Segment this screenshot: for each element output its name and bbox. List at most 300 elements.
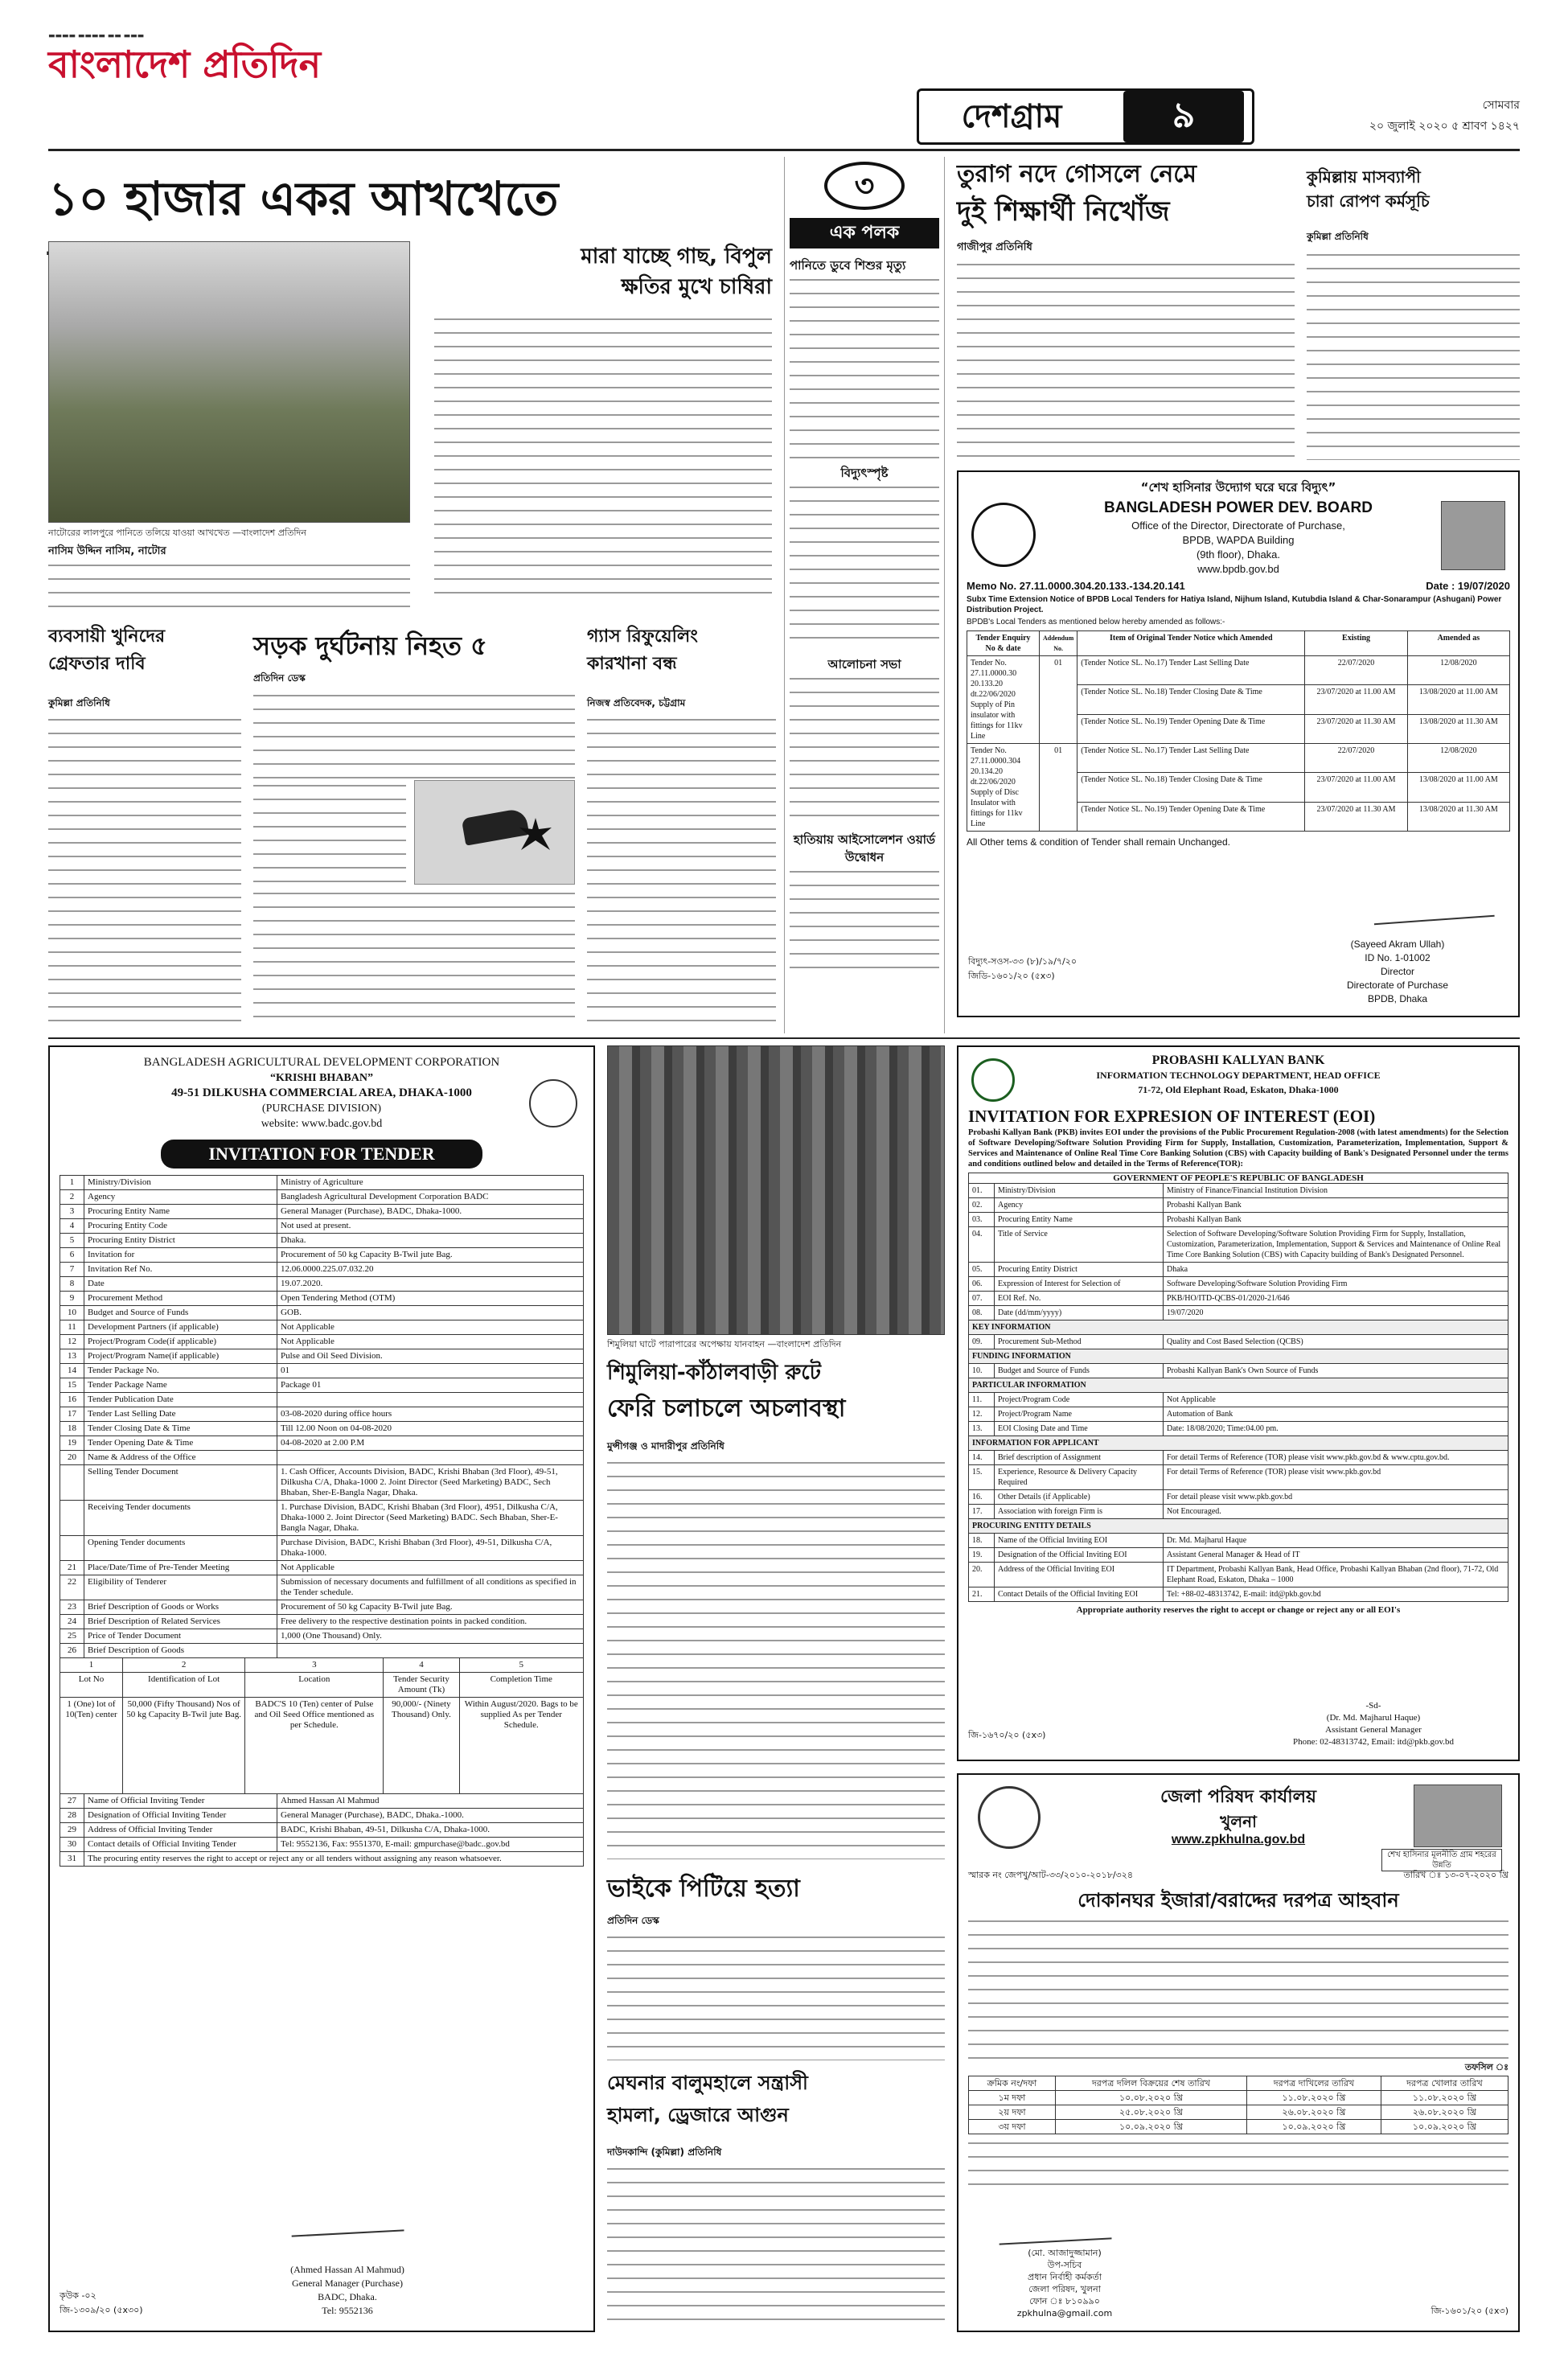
badc-row xyxy=(60,1644,584,1658)
road-body-1 xyxy=(253,690,575,778)
power-board-signer-id: ID No. 1-01002 xyxy=(1365,952,1430,963)
zilla-portrait xyxy=(1414,1785,1502,1847)
murder-headline: ভাইকে পিটিয়ে হত্যা xyxy=(607,1875,800,1903)
pkb-row-num: 15. xyxy=(969,1465,995,1490)
pkb-row-value: Probashi Kallyan Bank xyxy=(1164,1213,1508,1227)
pkb-row xyxy=(969,1451,1508,1465)
pkb-dept: INFORMATION TECHNOLOGY DEPARTMENT, HEAD OFFICE xyxy=(1096,1070,1381,1081)
road-headline: সড়ক দুর্ঘটনায় নিহত ৫ xyxy=(253,630,487,661)
zilla-r0-c0: ১ম দফা xyxy=(969,2091,1056,2105)
pb-r4-c0: (Tender Notice SL. No.18) Tender Closing Date & Time xyxy=(1077,773,1305,802)
badc-row-label: Brief Description of Goods xyxy=(84,1644,277,1658)
zilla-slogan: শেখ হাসিনার মূলনীতি গ্রাম শহরের উন্নতি xyxy=(1381,1849,1502,1871)
power-board-signer-title-2: Directorate of Purchase xyxy=(1346,980,1449,991)
badc-lot-table xyxy=(60,1657,584,1794)
power-board-ad xyxy=(957,470,1520,1017)
pkb-row-num: 12. xyxy=(969,1407,995,1422)
badc-row-label: Price of Tender Document xyxy=(84,1629,277,1644)
pkb-row-num: 09. xyxy=(969,1335,995,1349)
power-board-portrait xyxy=(1441,501,1505,570)
pb-th-2: Item of Original Tender Notice which Amended xyxy=(1077,631,1305,656)
lead-subhead-2: ক্ষতির মুখে চাষিরা xyxy=(621,275,772,299)
pkb-section-heading: PARTICULAR INFORMATION xyxy=(969,1378,1508,1393)
badc-row xyxy=(60,1600,584,1615)
pkb-row-label: Title of Service xyxy=(995,1227,1164,1263)
pb-tender-1: Tender No. 27.11.0000.30 20.133.20 dt.22/06/2020 Supply of Pin insulator with fittings for 11kv Line xyxy=(967,656,1040,744)
badc-row xyxy=(60,1794,584,1809)
power-board-slogan: “শেখ হাসিনার উদ্যোগ ঘরে ঘরে বিদ্যুৎ” xyxy=(1140,480,1336,495)
badc-row xyxy=(60,1349,584,1364)
pkb-row-label: Project/Program Name xyxy=(995,1407,1164,1422)
pkb-row xyxy=(969,1335,1508,1349)
badc-signer-name: (Ahmed Hassan Al Mahmud) xyxy=(290,2264,404,2275)
pkb-row-label: EOI Closing Date and Time xyxy=(995,1422,1164,1436)
ferry-byline: মুন্সীগঞ্জ ও মাদারীপুর প্রতিনিধি xyxy=(607,1440,724,1452)
issue-date xyxy=(1279,95,1520,143)
pb-addendum-1: 01 xyxy=(1040,656,1077,744)
pkb-row xyxy=(969,1227,1508,1263)
pkb-section-heading: INFORMATION FOR APPLICANT xyxy=(969,1436,1508,1451)
road-byline: প্রতিদিন ডেস্ক xyxy=(253,672,306,684)
pkb-row xyxy=(969,1519,1508,1534)
pkb-row xyxy=(969,1505,1508,1519)
pkb-row xyxy=(969,1184,1508,1198)
badc-row-num: 4 xyxy=(60,1219,84,1234)
badc-row-num: 6 xyxy=(60,1248,84,1263)
ek-palak-item-1-body xyxy=(790,274,939,459)
badc-lot-num-4: 4 xyxy=(384,1658,459,1673)
badc-row-label: Brief Description of Related Services xyxy=(84,1615,277,1629)
pkb-sd: -Sd- xyxy=(1365,1701,1381,1711)
badc-row xyxy=(60,1501,584,1536)
lead-photo xyxy=(48,241,410,523)
pkb-row xyxy=(969,1349,1508,1364)
badc-row xyxy=(60,1536,584,1561)
badc-lot-cell-5: Within August/2020. Bags to be supplied As per Tender Schedule. xyxy=(459,1698,583,1794)
badc-row-label: Date xyxy=(84,1277,277,1292)
pkb-row-label: Procuring Entity District xyxy=(995,1263,1164,1277)
pkb-intro: Probashi Kallyan Bank (PKB) invites EOI under the provisions of the Public Procurement Regulation-2008 (with latest amendments) for the Selection of Software Developing/Software Solution Providing Firm for Supply, Installation, Customization, Parameterization, Implementation, Support & Services and Maintenance of Online Real Time Core Banking Solution (CBS) with Capacity building of Bank's Designated Personnel under the terms and conditions outlined below and detailed in the Terms of Reference(TOR): xyxy=(968,1128,1508,1169)
ferry-headline-2: ফেরি চলাচলে অচলাবস্থা xyxy=(607,1394,846,1423)
lead-headline: ১০ হাজার একর আখখেতে xyxy=(48,171,559,226)
pkb-row xyxy=(969,1490,1508,1505)
badc-row-num: 27 xyxy=(60,1794,84,1809)
pkb-row xyxy=(969,1198,1508,1213)
pkb-row-label: Experience, Resource & Delivery Capacity Required xyxy=(995,1465,1164,1490)
pkb-row xyxy=(969,1465,1508,1490)
ek-palak-number: ৩ xyxy=(854,168,875,203)
badc-lot-cell-3: BADC'S 10 (Ten) center of Pulse and Oil Seed Office mentioned as per Schedule. xyxy=(245,1698,384,1794)
road-illustration xyxy=(414,780,575,885)
pkb-row-label: Designation of the Official Inviting EOI xyxy=(995,1548,1164,1563)
badc-lot-th-5: Completion Time xyxy=(459,1673,583,1698)
badc-row-num: 18 xyxy=(60,1422,84,1436)
badc-row-label: Designation of Official Inviting Tender xyxy=(84,1809,277,1823)
trader-headline xyxy=(48,623,241,696)
pkb-row-label: Procurement Sub-Method xyxy=(995,1335,1164,1349)
zilla-ref: জি-১৬০১/২০ (৫x৩) xyxy=(1430,2306,1508,2316)
badc-row-num: 29 xyxy=(60,1823,84,1838)
badc-signer-org: BADC, Dhaka. xyxy=(318,2291,377,2302)
badc-row xyxy=(60,1335,584,1349)
badc-table-b xyxy=(60,1793,584,1867)
zilla-table xyxy=(968,2076,1508,2134)
pkb-row-num: 13. xyxy=(969,1422,995,1436)
zilla-signer-title-3: জেলা পরিষদ, খুলনা xyxy=(1028,2284,1101,2294)
badc-row xyxy=(60,1176,584,1190)
pkb-ref: জি-১৬৭০/২০ (৫x৩) xyxy=(968,1730,1046,1740)
badc-row-label: Agency xyxy=(84,1190,277,1205)
badc-lot-th-1: Lot No xyxy=(60,1673,123,1698)
badc-row xyxy=(60,1320,584,1335)
zilla-headline: দোকানঘর ইজারা/বরাদ্দের দরপত্র আহবান xyxy=(1077,1889,1399,1912)
badc-row xyxy=(60,1219,584,1234)
murder-byline: প্রতিদিন ডেস্ক xyxy=(607,1915,659,1926)
badc-row xyxy=(60,1436,584,1451)
zilla-memo-date: তারিখ ঃ ১৩-০৭-২০২০ খ্রি xyxy=(1403,1870,1508,1880)
badc-row xyxy=(60,1809,584,1823)
pkb-row-num: 05. xyxy=(969,1263,995,1277)
ek-palak-item-3-body xyxy=(790,673,939,826)
meghna-headline xyxy=(607,2067,945,2144)
pb-r4-c1: 23/07/2020 at 11.00 AM xyxy=(1305,773,1407,802)
pb-r0-c2: 12/08/2020 xyxy=(1407,656,1509,685)
pkb-row-label: Contact Details of the Official Inviting EOI xyxy=(995,1587,1164,1602)
ferry-headline-1: শিমুলিয়া-কাঁঠালবাড়ী রুটে xyxy=(607,1361,821,1385)
gas-headline-2: কারখানা বন্ধ xyxy=(587,654,677,674)
badc-row-value: Open Tendering Method (OTM) xyxy=(277,1292,584,1306)
badc-row xyxy=(60,1190,584,1205)
badc-row xyxy=(60,1615,584,1629)
pkb-table xyxy=(968,1183,1508,1602)
pkb-row-num: 14. xyxy=(969,1451,995,1465)
pkb-row-label: Expression of Interest for Selection of xyxy=(995,1277,1164,1292)
badc-row-label: Tender Opening Date & Time xyxy=(84,1436,277,1451)
power-board-ref-2: জিডি-১৬০১/২০ (৫x৩) xyxy=(968,971,1055,981)
badc-row-value: Free delivery to the respective destination points in packed condition. xyxy=(277,1615,584,1629)
pkb-row-value: Not Applicable xyxy=(1164,1393,1508,1407)
ek-palak-label: এক পলক xyxy=(790,218,939,248)
zilla-r1-c1: ২৫.০৮.২০২০ খ্রি xyxy=(1055,2105,1246,2120)
pb-th-0: Tender Enquiry No & date xyxy=(967,631,1040,656)
badc-row-num: 1 xyxy=(60,1176,84,1190)
badc-row-value: Not used at present. xyxy=(277,1219,584,1234)
zilla-district: খুলনা xyxy=(1220,1812,1257,1831)
badc-row-num xyxy=(60,1465,84,1501)
pkb-row-value: Date: 18/08/2020; Time:04.00 pm. xyxy=(1164,1422,1508,1436)
zilla-r2-c3: ১০.০৯.২০২০ খ্রি xyxy=(1381,2120,1508,2134)
power-board-logo xyxy=(971,503,1036,567)
badc-row-value: Procurement of 50 kg Capacity B-Twil jute Bag. xyxy=(277,1248,584,1263)
ek-palak-item-1: পানিতে ডুবে শিশুর মৃত্যু xyxy=(790,258,906,273)
lead-body-right xyxy=(434,314,772,603)
pkb-ad xyxy=(957,1045,1520,1761)
badc-row-value: BADC, Krishi Bhaban, 49-51, Dilkusha C/A, Dhaka-1000. xyxy=(277,1823,584,1838)
power-board-memo-date: Date : 19/07/2020 xyxy=(1426,580,1510,592)
trader-headline-1: ব্যবসায়ী খুনিদের xyxy=(48,626,166,647)
badc-row-label: Project/Program Name(if applicable) xyxy=(84,1349,277,1364)
power-board-memo: Memo No. 27.11.0000.304.20.133.-134.20.141 xyxy=(967,580,1185,592)
zilla-body xyxy=(968,1916,1508,2060)
pkb-row-label: Address of the Official Inviting EOI xyxy=(995,1563,1164,1587)
pb-r0-c0: (Tender Notice SL. No.17) Tender Last Selling Date xyxy=(1077,656,1305,685)
badc-title: INVITATION FOR TENDER xyxy=(161,1140,482,1169)
badc-row xyxy=(60,1838,584,1852)
pb-r5-c2: 13/08/2020 at 11.30 AM xyxy=(1407,802,1509,831)
meghna-byline: দাউদকান্দি (কুমিল্লা) প্রতিনিধি xyxy=(607,2146,722,2158)
pkb-row xyxy=(969,1534,1508,1548)
zilla-website: www.zpkhulna.gov.bd xyxy=(1171,1833,1306,1846)
badc-signer-title: General Manager (Purchase) xyxy=(292,2277,403,2289)
badc-row xyxy=(60,1629,584,1644)
zilla-schedule-label: তফসিল ঃ xyxy=(1464,2062,1508,2072)
gas-headline xyxy=(587,623,776,696)
badc-row-num: 20 xyxy=(60,1451,84,1465)
badc-row-value: 04-08-2020 at 2.00 P.M xyxy=(277,1436,584,1451)
badc-row xyxy=(60,1306,584,1320)
pkb-signer-contact: Phone: 02-48313742, Email: itd@pkb.gov.bd xyxy=(1292,1737,1455,1747)
pkb-row-num: 04. xyxy=(969,1227,995,1263)
badc-row-num: 21 xyxy=(60,1561,84,1575)
power-board-signer-name: (Sayeed Akram Ullah) xyxy=(1350,939,1445,950)
comilla-headline-1: কুমিল্লায় মাসব্যাপী xyxy=(1307,167,1421,187)
badc-row-value: Not Applicable xyxy=(277,1335,584,1349)
pb-r1-c2: 13/08/2020 at 11.00 AM xyxy=(1407,685,1509,714)
pkb-row xyxy=(969,1213,1508,1227)
pb-r2-c1: 23/07/2020 at 11.30 AM xyxy=(1305,714,1407,743)
murder-body xyxy=(607,1932,945,2060)
comilla-byline: কুমিল্লা প্রতিনিধি xyxy=(1307,231,1369,242)
gas-body xyxy=(587,714,776,1028)
badc-row-num: 19 xyxy=(60,1436,84,1451)
badc-row xyxy=(60,1205,584,1219)
badc-row xyxy=(60,1393,584,1407)
badc-signature xyxy=(290,2212,404,2236)
zilla-r0-c1: ১০.০৮.২০২০ খ্রি xyxy=(1055,2091,1246,2105)
road-body-2 xyxy=(253,780,406,885)
pkb-bank: PROBASHI KALLYAN BANK xyxy=(1151,1054,1325,1067)
pkb-row-num: 16. xyxy=(969,1490,995,1505)
badc-row-num: 7 xyxy=(60,1263,84,1277)
badc-row-value: Not Applicable xyxy=(277,1561,584,1575)
lead-subhead xyxy=(434,241,772,306)
badc-row xyxy=(60,1292,584,1306)
zilla-th-2: দরপত্র দলিল বিক্রয়ের শেষ তারিখ xyxy=(1055,2076,1246,2091)
badc-signer-tel: Tel: 9552136 xyxy=(322,2305,373,2316)
pkb-row-value: Not Encouraged. xyxy=(1164,1505,1508,1519)
pkb-row xyxy=(969,1364,1508,1378)
pkb-row-value: Software Developing/Software Solution Providing Firm xyxy=(1164,1277,1508,1292)
badc-row-value: General Manager (Purchase), BADC, Dhaka-1000. xyxy=(277,1205,584,1219)
pkb-row-value: Dhaka xyxy=(1164,1263,1508,1277)
badc-row-label: Invitation for xyxy=(84,1248,277,1263)
turag-body xyxy=(957,259,1295,460)
pb-r3-c0: (Tender Notice SL. No.17) Tender Last Selling Date xyxy=(1077,744,1305,773)
badc-row-label: Tender Closing Date & Time xyxy=(84,1422,277,1436)
masthead-rule xyxy=(48,149,1520,151)
badc-website: website: www.badc.gov.bd xyxy=(261,1118,383,1130)
badc-row-label: Name of Official Inviting Tender xyxy=(84,1794,277,1809)
masthead xyxy=(48,24,1520,145)
badc-row xyxy=(60,1465,584,1501)
pb-r5-c1: 23/07/2020 at 11.30 AM xyxy=(1305,802,1407,831)
badc-row xyxy=(60,1561,584,1575)
badc-lot-num-2: 2 xyxy=(123,1658,245,1673)
badc-row-num: 25 xyxy=(60,1629,84,1644)
badc-row-value: GOB. xyxy=(277,1306,584,1320)
badc-row xyxy=(60,1407,584,1422)
pkb-signer-name: (Dr. Md. Majharul Haque) xyxy=(1326,1713,1421,1723)
power-board-signer-title-3: BPDB, Dhaka xyxy=(1367,993,1428,1004)
zilla-title: জেলা পরিষদ কার্যালয় xyxy=(1160,1787,1316,1807)
badc-row-label: Procuring Entity Name xyxy=(84,1205,277,1219)
power-board-footer-note: All Other tems & condition of Tender shall remain Unchanged. xyxy=(967,836,1230,848)
badc-row-label: Tender Publication Date xyxy=(84,1393,277,1407)
badc-row-num xyxy=(60,1536,84,1561)
badc-row-num: 2 xyxy=(60,1190,84,1205)
gas-byline: নিজস্ব প্রতিবেদক, চট্টগ্রাম xyxy=(587,697,686,709)
badc-row-value: Till 12.00 Noon on 04-08-2020 xyxy=(277,1422,584,1436)
badc-row-num: 22 xyxy=(60,1575,84,1600)
pb-r3-c2: 12/08/2020 xyxy=(1407,744,1509,773)
zilla-signature xyxy=(998,2220,1111,2245)
pkb-title: INVITATION FOR EXPRESION OF INTEREST (EOI) xyxy=(968,1107,1376,1126)
badc-row xyxy=(60,1263,584,1277)
badc-row xyxy=(60,1378,584,1393)
pb-r4-c2: 13/08/2020 at 11.00 AM xyxy=(1407,773,1509,802)
badc-row-num: 31 xyxy=(60,1852,84,1867)
zilla-th-1: ক্রমিক নং/দফা xyxy=(969,2076,1056,2091)
badc-row-label: Brief Description of Goods or Works xyxy=(84,1600,277,1615)
badc-row-value: 1,000 (One Thousand) Only. xyxy=(277,1629,584,1644)
zilla-r2-c2: ১০.০৯.২০২০ খ্রি xyxy=(1247,2120,1381,2134)
pkb-row-value: Probashi Kallyan Bank's Own Source of Funds xyxy=(1164,1364,1508,1378)
pkb-row-value: IT Department, Probashi Kallyan Bank, Head Office, Probashi Kallyan Bhaban (2nd floor), 71-72, Old Elephant Road, Eskaton, Dhaka – 1000 xyxy=(1164,1563,1508,1587)
turag-headline-2: দুই শিক্ষার্থী নিখোঁজ xyxy=(957,195,1170,228)
badc-row-value: Purchase Division, BADC, Krishi Bhaban (3rd Floor), 49-51, Dilkusha C/A, Dhaka-1000. xyxy=(277,1536,584,1561)
zilla-signer-title-2: প্রধান নির্বাহী কর্মকর্তা xyxy=(1027,2272,1102,2282)
trader-headline-2: গ্রেফতার দাবি xyxy=(48,654,146,674)
badc-row-label: Eligibility of Tenderer xyxy=(84,1575,277,1600)
badc-row-num: 24 xyxy=(60,1615,84,1629)
badc-row-value: Tel: 9552136, Fax: 9551370, E-mail: gmpurchase@badc..gov.bd xyxy=(277,1838,584,1852)
pkb-row xyxy=(969,1306,1508,1320)
zilla-r1-c3: ২৬.০৮.২০২০ খ্রি xyxy=(1381,2105,1508,2120)
badc-row-num: 28 xyxy=(60,1809,84,1823)
page-number: ৯ xyxy=(1123,91,1244,142)
pkb-row-label: Ministry/Division xyxy=(995,1184,1164,1198)
pkb-row-num: 03. xyxy=(969,1213,995,1227)
pkb-row-label: Agency xyxy=(995,1198,1164,1213)
badc-row-value: 1. Purchase Division, BADC, Krishi Bhaban (3rd Floor), 4951, Dilkusha C/A, Dhaka-1000 2. Joint Director (Seed Marketing) BADC. Sech Bhaban, Sher-E-Bangla Nagar, Dhaka. xyxy=(277,1501,584,1536)
pkb-row-num: 17. xyxy=(969,1505,995,1519)
badc-row xyxy=(60,1364,584,1378)
section-name: দেশগ্রাম xyxy=(961,98,1062,135)
pkb-section-heading: FUNDING INFORMATION xyxy=(969,1349,1508,1364)
ek-palak-item-2: বিদ্যুৎস্পৃষ্ট xyxy=(840,466,889,480)
badc-row-label: Opening Tender documents xyxy=(84,1536,277,1561)
turag-headline-1: তুরাগ নদে গোসলে নেমে xyxy=(957,160,1197,188)
badc-row xyxy=(60,1234,584,1248)
pb-th-1: Addendum No. xyxy=(1040,631,1077,656)
pb-addendum-2: 01 xyxy=(1040,744,1077,832)
pkb-section-heading: KEY INFORMATION xyxy=(969,1320,1508,1335)
pkb-row-label: Brief description of Assignment xyxy=(995,1451,1164,1465)
zilla-ad xyxy=(957,1773,1520,2332)
badc-row-value: 01 xyxy=(277,1364,584,1378)
pkb-row-value: Tel: +88-02-48313742, E-mail: itd@pkb.gov.bd xyxy=(1164,1587,1508,1602)
badc-row-value xyxy=(277,1451,584,1465)
badc-row-label: Ministry/Division xyxy=(84,1176,277,1190)
badc-lot-num-5: 5 xyxy=(459,1658,583,1673)
zilla-r0-c2: ১১.০৮.২০২০ খ্রি xyxy=(1247,2091,1381,2105)
zilla-r0-c3: ১১.০৮.২০২০ খ্রি xyxy=(1381,2091,1508,2105)
badc-row-label: Procurement Method xyxy=(84,1292,277,1306)
lead-body-left xyxy=(48,560,410,608)
badc-row-label: Budget and Source of Funds xyxy=(84,1306,277,1320)
pkb-row xyxy=(969,1277,1508,1292)
pkb-row xyxy=(969,1587,1508,1602)
meghna-body xyxy=(607,2163,945,2332)
pkb-row-value: Assistant General Manager & Head of IT xyxy=(1164,1548,1508,1563)
pkb-logo xyxy=(971,1058,1015,1102)
pkb-row-label: Project/Program Code xyxy=(995,1393,1164,1407)
ferry-photo-caption: শিমুলিয়া ঘাটে পারাপারের অপেক্ষায় যানবাহন —বাংলাদেশ প্রতিদিন xyxy=(607,1339,842,1349)
ferry-headline xyxy=(607,1356,945,1436)
pkb-row-num: 01. xyxy=(969,1184,995,1198)
meghna-headline-2: হামলা, ড্রেজারে আগুন xyxy=(607,2104,789,2126)
pkb-row xyxy=(969,1393,1508,1407)
pkb-row-num: 08. xyxy=(969,1306,995,1320)
badc-row-value: 03-08-2020 during office hours xyxy=(277,1407,584,1422)
badc-row-num: 12 xyxy=(60,1335,84,1349)
pkb-row-value: Dr. Md. Majharul Haque xyxy=(1164,1534,1508,1548)
badc-row-value xyxy=(277,1393,584,1407)
ek-palak-item-4-body xyxy=(790,866,939,979)
mid-rule xyxy=(48,1037,1520,1039)
pkb-row-value: Quality and Cost Based Selection (QCBS) xyxy=(1164,1335,1508,1349)
ek-palak-item-2-body xyxy=(790,482,939,651)
lead-subhead-1: মারা যাচ্ছে গাছ, বিপুল xyxy=(581,244,772,269)
badc-row-label: Development Partners (if applicable) xyxy=(84,1320,277,1335)
badc-org: BANGLADESH AGRICULTURAL DEVELOPMENT CORPORATION xyxy=(143,1056,500,1069)
zilla-phone: ফোন ঃ ৮১০৯৯০ xyxy=(1029,2296,1100,2306)
badc-row-value: Procurement of 50 kg Capacity B-Twil jute Bag. xyxy=(277,1600,584,1615)
turag-byline: গাজীপুর প্রতিনিধি xyxy=(957,241,1032,253)
pkb-row xyxy=(969,1548,1508,1563)
badc-row-value: General Manager (Purchase), BADC, Dhaka.-1000. xyxy=(277,1809,584,1823)
pkb-row-num: 06. xyxy=(969,1277,995,1292)
badc-logo xyxy=(529,1079,577,1127)
power-board-line-3: (9th floor), Dhaka. xyxy=(1196,548,1281,561)
ek-palak-item-3: আলোচনা সভা xyxy=(827,657,901,672)
zilla-footer-text xyxy=(968,2138,1508,2186)
ek-palak-box xyxy=(784,157,945,1033)
pb-r2-c0: (Tender Notice SL. No.19) Tender Opening Date & Time xyxy=(1077,714,1305,743)
badc-row-value: Package 01 xyxy=(277,1378,584,1393)
badc-ad xyxy=(48,1045,595,2332)
pkb-row xyxy=(969,1263,1508,1277)
ek-palak-item-4: হাতিয়ায় আইসোলেশন ওয়ার্ড উদ্বোধন xyxy=(793,832,936,865)
comilla-body xyxy=(1307,249,1520,460)
badc-building: “KRISHI BHABAN” xyxy=(270,1072,373,1084)
zilla-signer-name: (মো. আজাদুজ্জামান) xyxy=(1028,2248,1102,2258)
ferry-body xyxy=(607,1457,945,1859)
pkb-row-value: 19/07/2020 xyxy=(1164,1306,1508,1320)
badc-lot-num-3: 3 xyxy=(245,1658,384,1673)
badc-row-num: 15 xyxy=(60,1378,84,1393)
pkb-row-value: For detail Terms of Reference (TOR) please visit www.pkb.gov.bd xyxy=(1164,1465,1508,1490)
